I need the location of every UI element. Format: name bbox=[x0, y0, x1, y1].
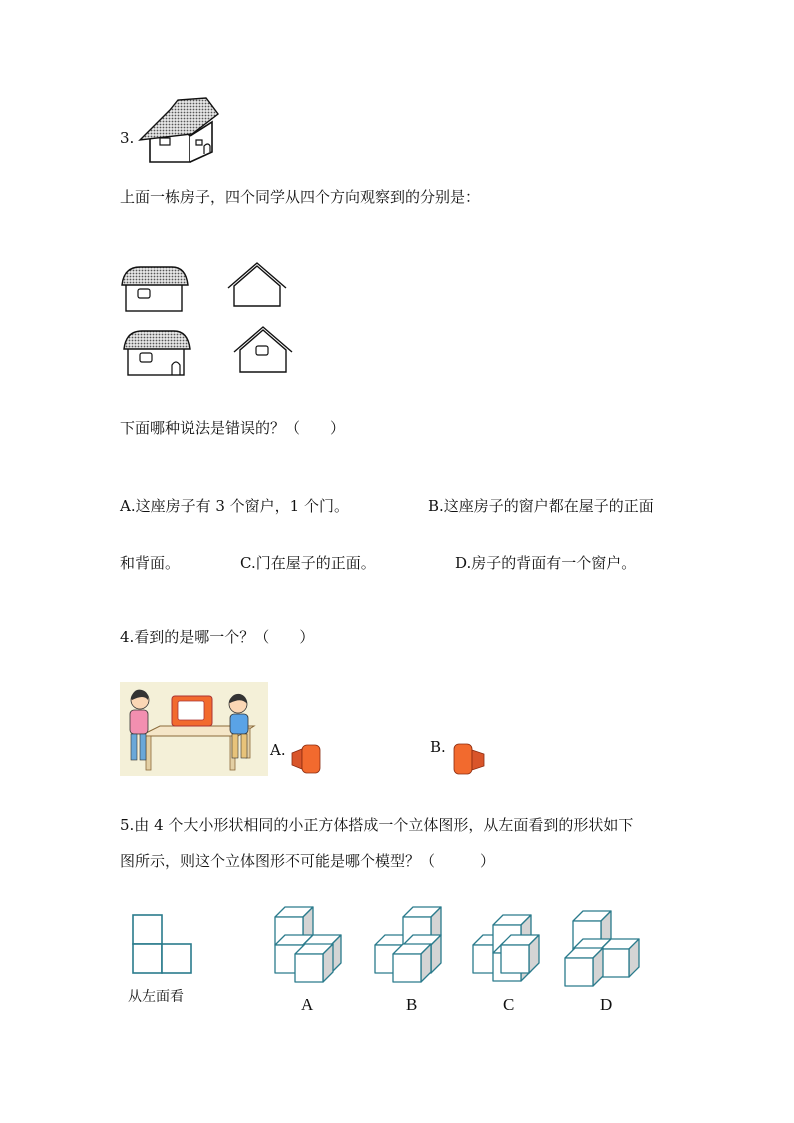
model-d-cube-right bbox=[601, 939, 639, 977]
cube-models bbox=[260, 900, 660, 1000]
house-3d-illustration bbox=[138, 96, 220, 166]
house-view-back-with-door bbox=[122, 327, 194, 377]
q3-option-d: D.房子的背面有一个窗户。 bbox=[455, 554, 637, 572]
house-view-side-blank bbox=[226, 262, 288, 310]
q4-option-a-label: A. bbox=[270, 741, 286, 759]
model-label-d: D bbox=[600, 995, 613, 1014]
house-view-side-window bbox=[232, 326, 294, 376]
model-d-cube-front bbox=[565, 948, 603, 986]
model-label-c: C bbox=[503, 995, 515, 1014]
q3-stem: 上面一栋房子，四个同学从四个方向观察到的分别是： bbox=[120, 188, 481, 206]
q3-option-c: C.门在屋子的正面。 bbox=[240, 554, 376, 572]
q3-option-b-line1: B.这座房子的窗户都在屋子的正面 bbox=[428, 497, 654, 515]
q3-option-b-line2: 和背面。 bbox=[120, 554, 181, 572]
q4-option-b-label: B. bbox=[430, 738, 446, 756]
q3-number: 3. bbox=[120, 129, 135, 147]
q4-question: 4.看到的是哪一个？（ ） bbox=[120, 628, 315, 646]
q3-option-a: A.这座房子有 3 个窗户，1 个门。 bbox=[120, 497, 349, 515]
model-b-cube-front bbox=[393, 944, 431, 982]
model-c-cube-right bbox=[501, 935, 539, 973]
model-label-a: A bbox=[301, 995, 314, 1014]
house-view-front bbox=[120, 263, 192, 313]
tv-side-view-option-b bbox=[452, 742, 488, 776]
tv-side-view-option-a bbox=[290, 743, 322, 775]
children-looking-at-tv-illustration bbox=[120, 682, 268, 776]
q5-line2: 图所示，则这个立体图形不可能是哪个模型？（ ） bbox=[120, 852, 496, 870]
q3-question: 下面哪种说法是错误的？（ ） bbox=[120, 419, 346, 437]
model-a-cube-front bbox=[295, 944, 333, 982]
left-view-squares bbox=[132, 914, 194, 976]
model-label-b: B bbox=[406, 995, 418, 1014]
left-view-caption: 从左面看 bbox=[128, 989, 184, 1005]
q5-line1: 5.由 4 个大小形状相同的小正方体搭成一个立体图形，从左面看到的形状如下 bbox=[120, 816, 634, 834]
